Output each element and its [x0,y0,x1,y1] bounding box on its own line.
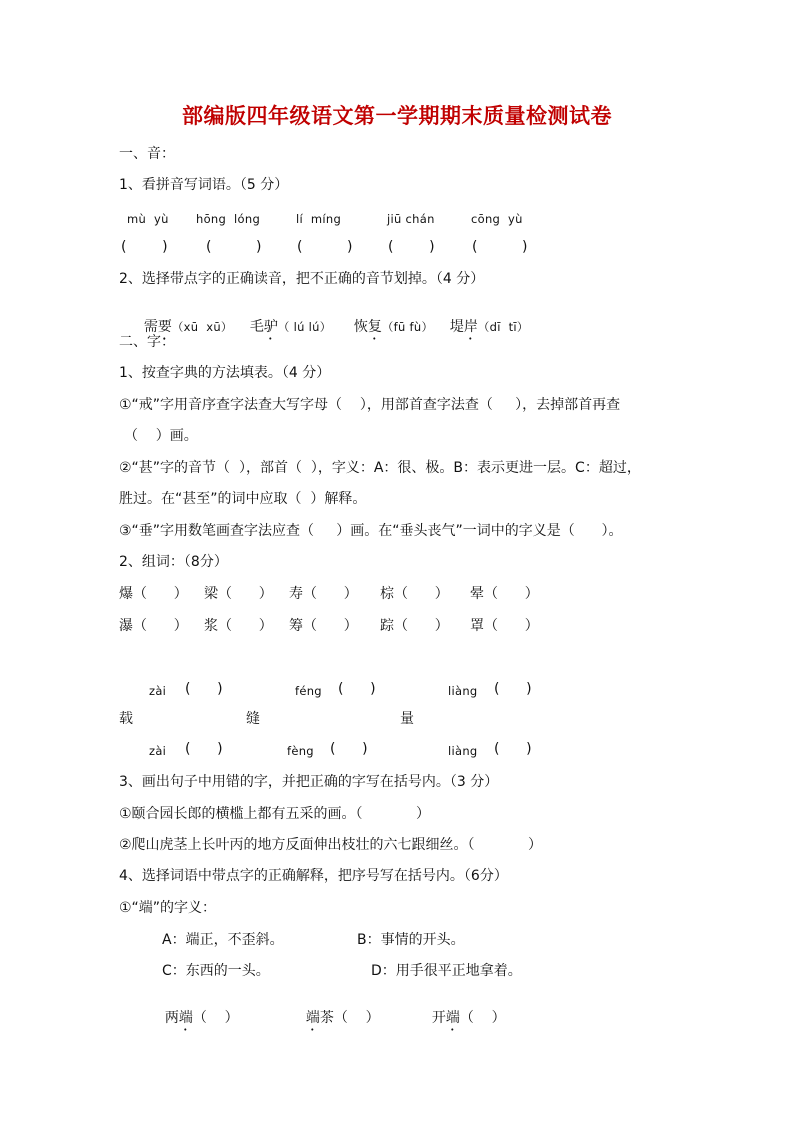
word-char: 开 [431,1010,446,1026]
question-line: ③“垂”字用数笔画查字法应查（ ）画。在“垂头丧气”一词中的字义是（ ）。 [119,523,623,539]
word-blank[interactable]: 寿（ ） [289,586,358,602]
dotted-char: 驴 [263,319,278,335]
reading-char: 毛 [249,319,264,335]
polyphone-char: 量 [400,711,414,727]
reading-options[interactable]: （xū xū） [171,320,233,334]
reading-choice[interactable] [126,300,233,361]
error-sentence[interactable]: ①颐合园长郎的横槛上都有五采的画。（ ） [119,806,430,822]
meaning-choice[interactable] [414,991,506,1052]
error-sentence[interactable]: ②爬山虎茎上长叶丙的地方反面伸出枝壮的六七跟细丝。（ ） [119,837,542,853]
section-1-heading: 一、音： [119,146,175,162]
reading-char: 需 [143,319,158,335]
dotted-char: 复 [367,319,382,335]
answer-blank[interactable]: ( ) [185,681,223,697]
section-2-heading: 二、字： [119,334,175,350]
reading-choice[interactable] [232,300,332,361]
reading-char: 恢 [353,319,368,335]
pinyin: hōng lóng [196,212,261,226]
s2-q2-title: 2、组词：（8分） [119,554,228,570]
meaning-option: A：端正，不歪斜。 [162,932,284,948]
word-blank[interactable]: 筹（ ） [289,618,358,634]
pinyin: mù yù [127,212,169,226]
pinyin: cōng yù [471,212,523,226]
word-blank[interactable]: 棕（ ） [380,586,449,602]
pinyin: lí míng [296,212,342,226]
word-blank[interactable]: 梁（ ） [204,586,273,602]
reading-options[interactable]: （ lú lú） [277,320,332,334]
reading-char: 堤 [449,319,464,335]
s1-q1-title: 1、看拼音写词语。（5 分） [119,177,289,193]
meaning-choice[interactable] [147,991,239,1052]
pinyin: jiū chán [387,212,435,226]
answer-blank[interactable]: ( ) [494,681,532,697]
meaning-option: B：事情的开头。 [357,932,465,948]
s2-q1-title: 1、按查字典的方法填表。（4 分） [119,365,331,381]
word-blank[interactable]: 踪（ ） [380,618,449,634]
reading-options[interactable]: （dī tī） [477,320,529,334]
word-char: 两 [164,1010,179,1026]
meaning-option: C：东西的一头。 [162,963,270,979]
word-blank[interactable]: 浆（ ） [204,618,273,634]
exam-title: 部编版四年级语文第一学期期末质量检测试卷 [182,103,612,128]
polyphone-pinyin: liàng [448,684,478,698]
answer-blank[interactable]: （ ） [333,1010,380,1026]
polyphone-pinyin: fèng [287,744,314,758]
dotted-char: 端 [178,1010,193,1026]
polyphone-pinyin: zài [149,684,167,698]
question-line: ②“甚”字的音节（ ），部首（ ），字义：A：很、极。B：表示更进一层。C：超过， [119,460,641,476]
reading-options[interactable]: （fū fù） [381,320,434,334]
s1-q2-title: 2、选择带点字的正确读音，把不正确的音节划掉。（4 分） [119,271,485,287]
dotted-char: 要 [157,319,172,335]
question-line: 胜过。在“甚至”的词中应取（ ）解释。 [119,491,367,507]
question-line: （ ）画。 [124,428,198,444]
polyphone-pinyin: féng [295,684,322,698]
answer-blank[interactable]: （ ） [459,1010,506,1026]
dotted-char: 岸 [463,319,478,335]
q4-subtitle: ①“端”的字义： [119,900,217,916]
answer-blank[interactable]: ( ) [338,681,376,697]
meaning-option: D：用手很平正地拿着。 [371,963,522,979]
question-line: ①“戒”字用音序查字法查大写字母（ ），用部首查字法查（ ），去掉部首再查 [119,397,621,413]
polyphone-pinyin: zài [149,744,167,758]
answer-blank[interactable]: ( ) [297,239,353,255]
dotted-char: 端 [445,1010,460,1026]
polyphone-char: 载 [119,711,133,727]
answer-blank[interactable]: ( ) [121,239,168,255]
word-blank[interactable]: 晕（ ） [470,586,539,602]
dotted-char: 端 [305,1010,320,1026]
answer-blank[interactable]: ( ) [185,741,223,757]
answer-blank[interactable]: ( ) [472,239,528,255]
polyphone-pinyin: liàng [448,744,478,758]
answer-blank[interactable]: ( ) [206,239,262,255]
word-blank[interactable]: 爆（ ） [119,586,188,602]
word-blank[interactable]: 罩（ ） [470,618,539,634]
reading-choice[interactable] [432,300,529,361]
answer-blank[interactable]: （ ） [192,1010,239,1026]
word-char: 茶 [319,1010,334,1026]
word-blank[interactable]: 瀑（ ） [119,618,188,634]
s2-q4-title: 4、选择词语中带点字的正确解释，把序号写在括号内。（6分） [119,868,508,884]
answer-blank[interactable]: ( ) [330,741,368,757]
polyphone-char: 缝 [246,711,260,727]
s2-q3-title: 3、画出句子中用错的字，并把正确的字写在括号内。（3 分） [119,774,499,790]
answer-blank[interactable]: ( ) [388,239,435,255]
answer-blank[interactable]: ( ) [494,741,532,757]
reading-choice[interactable] [336,300,433,361]
meaning-choice[interactable] [288,991,380,1052]
